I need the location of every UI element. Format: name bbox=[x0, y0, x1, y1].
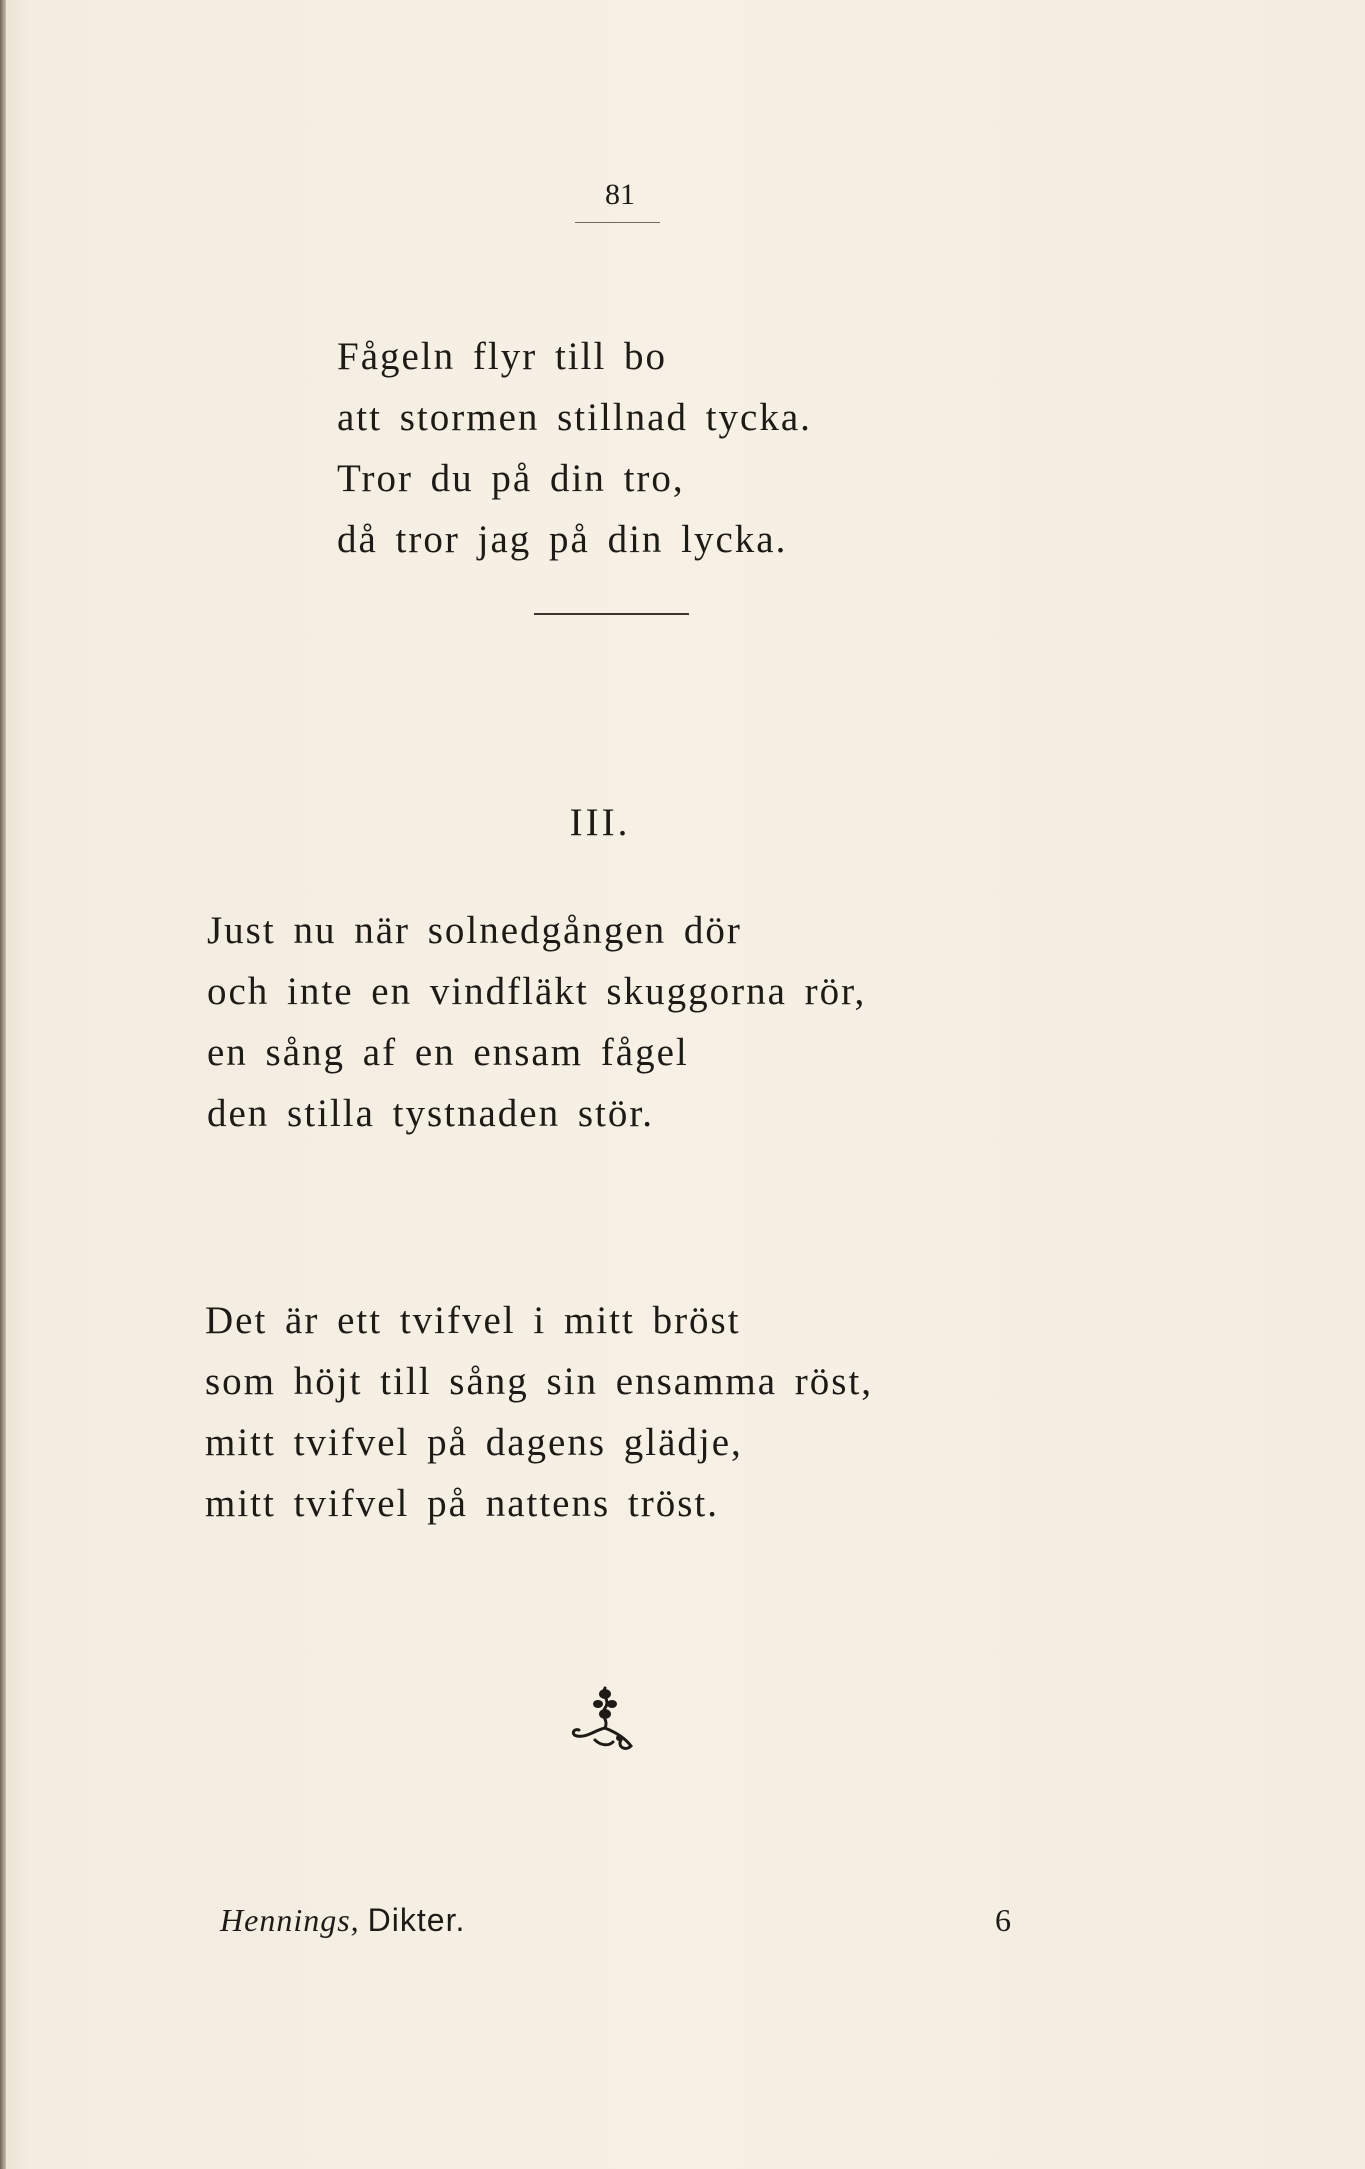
verse-line: att stormen stillnad tycka. bbox=[337, 396, 812, 439]
page-number: 81 bbox=[605, 178, 635, 211]
stanza-3 bbox=[205, 1290, 873, 1534]
footer-signature bbox=[220, 1902, 465, 1939]
page-number-underline bbox=[575, 222, 660, 223]
stanza-1 bbox=[337, 326, 812, 570]
section-divider bbox=[534, 613, 689, 615]
verse-line: Fågeln flyr till bo bbox=[337, 335, 668, 378]
verse-line: Just nu när solnedgången dör bbox=[207, 909, 742, 952]
verse-line: Tror du på din tro, bbox=[337, 457, 685, 500]
footer-author: Hennings, bbox=[220, 1902, 360, 1938]
stanza-2 bbox=[207, 900, 866, 1144]
verse-line: då tror jag på din lycka. bbox=[337, 518, 788, 561]
verse-line: mitt tvifvel på dagens glädje, bbox=[205, 1421, 743, 1464]
verse-line: mitt tvifvel på nattens tröst. bbox=[205, 1482, 720, 1525]
section-heading: III. bbox=[569, 801, 631, 844]
verse-line: och inte en vindfläkt skuggorna rör, bbox=[207, 970, 867, 1013]
page-binding-edge bbox=[0, 0, 6, 2169]
verse-line: Det är ett tvifvel i mitt bröst bbox=[205, 1299, 741, 1342]
verse-line: den stilla tystnaden stör. bbox=[207, 1092, 654, 1135]
floral-vignette-icon bbox=[565, 1680, 645, 1760]
footer-title: Dikter. bbox=[367, 1902, 466, 1938]
verse-line: som höjt till sång sin ensamma röst, bbox=[205, 1360, 874, 1403]
verse-line: en sång af en ensam fågel bbox=[207, 1031, 689, 1074]
signature-mark: 6 bbox=[995, 1902, 1011, 1938]
